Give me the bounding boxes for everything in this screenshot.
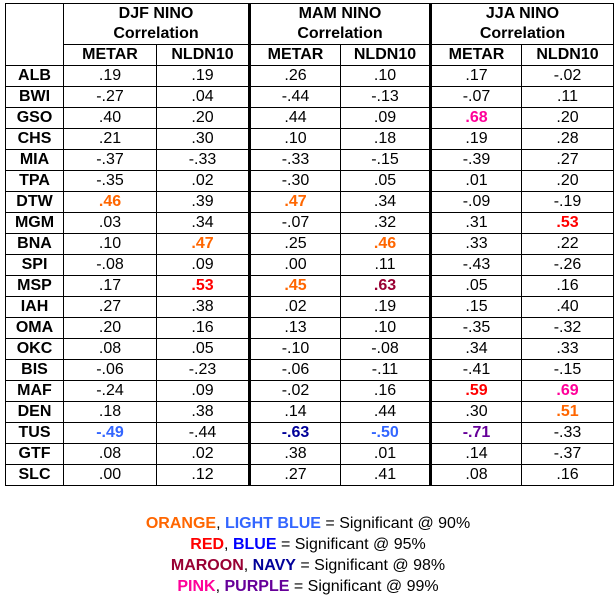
subheader-cell: NLDN10 [522,45,614,66]
subheader-cell: METAR [250,45,341,66]
table-row [6,234,614,255]
value-cell: -.35 [431,318,522,339]
legend-color-name: MAROON [170,557,244,574]
value-cell: -.08 [341,339,431,360]
value-cell: .19 [341,297,431,318]
value-cell: -.13 [341,87,431,108]
value-cell: .27 [522,150,614,171]
table-row [6,465,614,486]
table-row [6,66,614,87]
value-cell: -.08 [64,255,157,276]
value-cell: .05 [157,339,250,360]
station-header-cell [6,4,64,66]
value-cell: .11 [522,87,614,108]
value-cell: -.41 [431,360,522,381]
table-row [6,150,614,171]
value-cell: .28 [522,129,614,150]
value-cell: .30 [431,402,522,423]
value-cell: .33 [431,234,522,255]
value-cell: .16 [522,276,614,297]
value-cell: .08 [431,465,522,486]
value-cell: -.02 [522,66,614,87]
subheader-cell: NLDN10 [157,45,250,66]
value-cell: .19 [431,129,522,150]
value-cell: .02 [250,297,341,318]
value-cell: .68 [431,108,522,129]
legend-description: = Significant @ 95% [276,536,426,553]
station-cell: CHS [6,129,64,150]
value-cell: .02 [157,444,250,465]
station-cell: GTF [6,444,64,465]
value-cell: .33 [522,339,614,360]
station-cell: SPI [6,255,64,276]
station-cell: BIS [6,360,64,381]
table-row [6,360,614,381]
value-cell: .05 [431,276,522,297]
value-cell: .34 [341,192,431,213]
value-cell: .44 [341,402,431,423]
value-cell: .09 [157,255,250,276]
station-cell: BWI [6,87,64,108]
value-cell: .34 [157,213,250,234]
station-cell: OMA [6,318,64,339]
value-cell: .08 [64,339,157,360]
value-cell: .00 [250,255,341,276]
group-header-mam [250,4,431,45]
value-cell: .08 [64,444,157,465]
table-row [6,276,614,297]
legend-color-name: PINK [177,578,216,595]
legend-description: = Significant @ 99% [289,578,439,595]
value-cell: .46 [341,234,431,255]
value-cell: .19 [157,66,250,87]
value-cell: .63 [341,276,431,297]
value-cell: -.19 [522,192,614,213]
value-cell: -.15 [522,360,614,381]
legend-color-name: RED [190,536,225,553]
legend-separator: , [216,515,225,532]
value-cell: -.07 [431,87,522,108]
value-cell: .20 [522,171,614,192]
value-cell: .38 [250,444,341,465]
value-cell: .45 [250,276,341,297]
station-cell: DTW [6,192,64,213]
legend-line [0,534,616,555]
group-header-line1: MAM NINO [298,5,382,22]
legend-line [0,555,616,576]
value-cell: .38 [157,297,250,318]
station-cell: IAH [6,297,64,318]
value-cell: -.63 [250,423,341,444]
significance-legend [0,513,616,597]
value-cell: -.50 [341,423,431,444]
legend-separator: , [215,578,225,595]
value-cell: -.39 [431,150,522,171]
value-cell: .15 [431,297,522,318]
value-cell: .09 [341,108,431,129]
value-cell: .20 [522,108,614,129]
station-cell: GSO [6,108,64,129]
value-cell: .38 [157,402,250,423]
group-header-line2: Correlation [479,25,566,42]
value-cell: -.37 [64,150,157,171]
legend-separator: , [243,557,253,574]
value-cell: -.71 [431,423,522,444]
value-cell: .21 [64,129,157,150]
value-cell: .27 [250,465,341,486]
table-row [6,108,614,129]
value-cell: .16 [157,318,250,339]
value-cell: .04 [157,87,250,108]
table-row [6,381,614,402]
station-cell: SLC [6,465,64,486]
value-cell: .10 [341,66,431,87]
legend-color-name: ORANGE [145,515,217,532]
legend-color-name: NAVY [252,557,296,574]
value-cell: .53 [522,213,614,234]
value-cell: .00 [64,465,157,486]
legend-line [0,513,616,534]
group-header-line1: DJF NINO [118,5,194,22]
value-cell: -.33 [522,423,614,444]
value-cell: .22 [522,234,614,255]
value-cell: -.23 [157,360,250,381]
table-row [6,213,614,234]
value-cell: .19 [64,66,157,87]
legend-separator: , [224,536,233,553]
value-cell: .13 [250,318,341,339]
group-header-line2: Correlation [113,25,199,42]
subheader-cell: NLDN10 [341,45,431,66]
value-cell: .17 [64,276,157,297]
value-cell: .39 [157,192,250,213]
table-row [6,318,614,339]
station-cell: TPA [6,171,64,192]
station-cell: MIA [6,150,64,171]
table-row [6,192,614,213]
value-cell: -.06 [64,360,157,381]
value-cell: .26 [250,66,341,87]
legend-description: = Significant @ 98% [295,557,446,574]
value-cell: .47 [250,192,341,213]
value-cell: .46 [64,192,157,213]
value-cell: .11 [341,255,431,276]
station-cell: BNA [6,234,64,255]
value-cell: .32 [341,213,431,234]
value-cell: -.24 [64,381,157,402]
table-body [6,66,614,486]
value-cell: .25 [250,234,341,255]
value-cell: .10 [64,234,157,255]
value-cell: .34 [431,339,522,360]
table-row [6,297,614,318]
table-row [6,129,614,150]
value-cell: .01 [431,171,522,192]
value-cell: .09 [157,381,250,402]
value-cell: .18 [341,129,431,150]
value-cell: .47 [157,234,250,255]
value-cell: .69 [522,381,614,402]
value-cell: -.09 [431,192,522,213]
value-cell: -.33 [250,150,341,171]
value-cell: .17 [431,66,522,87]
value-cell: .16 [522,465,614,486]
value-cell: .53 [157,276,250,297]
value-cell: .59 [431,381,522,402]
table-row [6,444,614,465]
value-cell: .27 [64,297,157,318]
station-cell: TUS [6,423,64,444]
value-cell: .12 [157,465,250,486]
value-cell: .02 [157,171,250,192]
value-cell: .51 [522,402,614,423]
subheader-cell: METAR [64,45,157,66]
legend-color-name: PURPLE [224,578,290,595]
legend-color-name: LIGHT BLUE [224,515,321,532]
value-cell: -.11 [341,360,431,381]
station-cell: MAF [6,381,64,402]
group-header-line1: JJA NINO [485,5,560,22]
value-cell: .41 [341,465,431,486]
legend-color-name: BLUE [232,536,277,553]
table-row [6,339,614,360]
table-row [6,402,614,423]
value-cell: .10 [341,318,431,339]
value-cell: .01 [341,444,431,465]
value-cell: -.49 [64,423,157,444]
value-cell: .16 [341,381,431,402]
value-cell: .44 [250,108,341,129]
group-header-djf [64,4,250,45]
station-cell: OKC [6,339,64,360]
value-cell: .14 [250,402,341,423]
value-cell: .10 [250,129,341,150]
value-cell: -.02 [250,381,341,402]
table-row [6,171,614,192]
group-header-line2: Correlation [297,25,383,42]
value-cell: -.44 [157,423,250,444]
correlation-table [5,3,614,486]
value-cell: .30 [157,129,250,150]
station-cell: ALB [6,66,64,87]
value-cell: .31 [431,213,522,234]
value-cell: .20 [157,108,250,129]
group-header-jja [431,4,614,45]
value-cell: -.10 [250,339,341,360]
subheader-cell: METAR [431,45,522,66]
value-cell: .18 [64,402,157,423]
value-cell: -.37 [522,444,614,465]
value-cell: -.15 [341,150,431,171]
value-cell: -.27 [64,87,157,108]
value-cell: .14 [431,444,522,465]
subheader-row [6,45,614,66]
value-cell: -.26 [522,255,614,276]
value-cell: -.32 [522,318,614,339]
group-header-row [6,4,614,45]
value-cell: .40 [522,297,614,318]
value-cell: -.43 [431,255,522,276]
value-cell: .03 [64,213,157,234]
value-cell: -.44 [250,87,341,108]
value-cell: -.33 [157,150,250,171]
value-cell: -.06 [250,360,341,381]
value-cell: -.30 [250,171,341,192]
value-cell: .05 [341,171,431,192]
table-row [6,87,614,108]
station-cell: MGM [6,213,64,234]
value-cell: .20 [64,318,157,339]
value-cell: .40 [64,108,157,129]
legend-description: = Significant @ 90% [320,515,471,532]
value-cell: -.35 [64,171,157,192]
legend-line [0,576,616,597]
table-row [6,255,614,276]
value-cell: -.07 [250,213,341,234]
station-cell: MSP [6,276,64,297]
table-row [6,423,614,444]
station-cell: DEN [6,402,64,423]
